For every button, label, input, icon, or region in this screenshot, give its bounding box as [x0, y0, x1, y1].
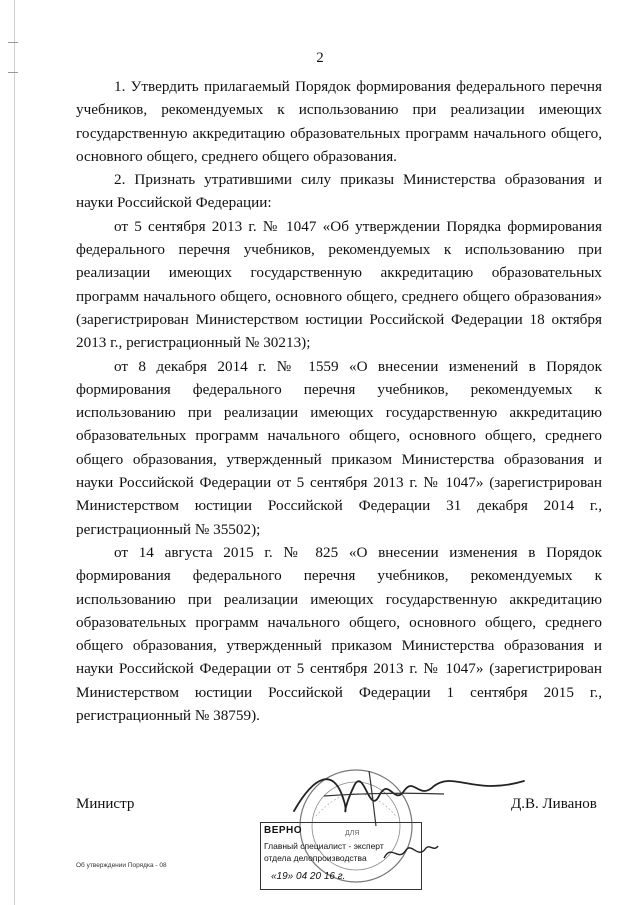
paragraph-approve-order: 1. Утвердить прилагаемый Порядок формирования федерального перечня учебников, рекомендуемых к использованию при реализации имеющих государственную аккредитацию образовательных программ начального общего, основного общего, среднего общего образования. [76, 78, 602, 165]
paragraph-revoke-orders: 2. Признать утратившими силу приказы Министерства образования и науки Российской Федерации: [76, 171, 602, 212]
stamp-date: «19» 04 20 16 г. [271, 871, 346, 882]
scan-left-edge [14, 0, 15, 905]
footer-document-code: Об утверждении Порядка - 08 [76, 862, 167, 869]
page-number: 2 [316, 50, 324, 66]
paragraph-order-825: от 14 августа 2015 г. № 825 «О внесении изменения в Порядок формирования федерального перечня учебников, рекомендуемых к использованию при реализации имеющих государственную аккредитацию образовательных программ начального общего, основного общего, среднего общего образования, утвержденный приказом Министерства образования и науки Российской Федерации от 5 сентября 2013 г. № 1047» (зарегистрирован Министерством юстиции Российской Федерации 1 сентября 2015 г., регистрационный № 38759). [76, 543, 602, 725]
paragraph-order-1559: от 8 декабря 2014 г. № 1559 «О внесении изменений в Порядок формирования федерального перечня учебников, рекомендуемых к использованию при реализации имеющих государственную аккредитацию образовательных программ начального общего, основного общего, среднего общего образования, утвержденный приказом Министерства образования и науки Российской Федерации от 5 сентября 2013 г. № 1047» (зарегистрирован Министерством юстиции Российской Федерации 31 декабря 2014 г., регистрационный № 35502); [76, 357, 602, 538]
signatory-title: Министр [76, 796, 135, 812]
stamp-position: Главный специалист - эксперт [264, 841, 384, 851]
scan-edge-mark [8, 72, 18, 73]
stamp-verno: ВЕРНО [264, 825, 303, 836]
paragraph-order-1047: от 5 сентября 2013 г. № 1047 «Об утверждении Порядка формирования федерального перечня учебников, рекомендуемых к использованию при реализации имеющих государственную аккредитацию образовательных программ начального общего, основного общего, среднего общего образования» (зарегистрирован Министерством юстиции Российской Федерации 18 октября 2013 г., регистрационный № 30213); [76, 217, 602, 352]
stamp-dlya: ДЛЯ [345, 830, 360, 837]
scan-edge-mark [8, 42, 18, 43]
stamp-signature-icon [380, 838, 440, 868]
signatory-name: Д.В. Ливанов [511, 796, 597, 812]
document-body [76, 75, 602, 727]
stamp-department: отдела делопроизводства [264, 853, 367, 863]
